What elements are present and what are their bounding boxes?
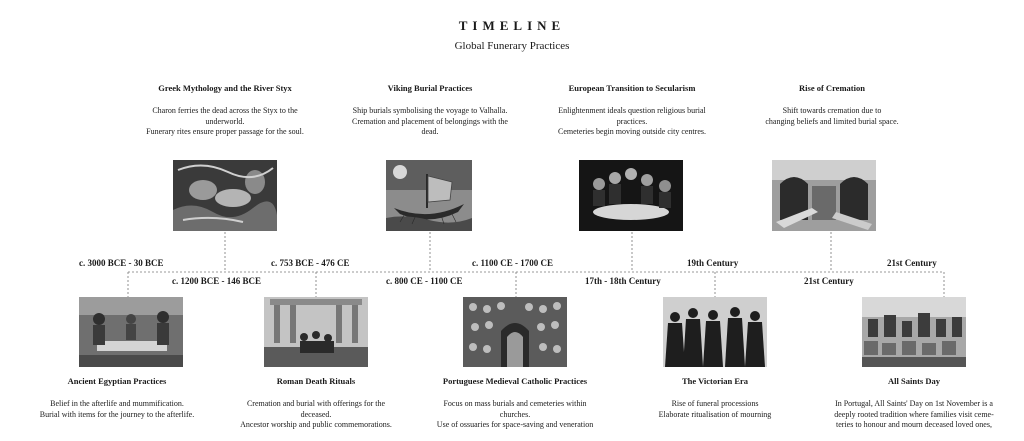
description-line: underworld.: [205, 116, 245, 126]
description-line: Rise of funeral processions: [671, 399, 759, 408]
event-title: Greek Mythology and the River Styx: [158, 83, 292, 93]
description-line: Enlightenment ideals question religious burial: [558, 106, 706, 115]
event-description: [415, 399, 615, 431]
description-line: Elaborate ritualisation of mourning: [658, 409, 772, 419]
event-description: [17, 399, 217, 420]
event-ancient-egyptian: [17, 376, 217, 420]
event-title: The Victorian Era: [681, 376, 749, 386]
crematorium-image: [772, 160, 876, 231]
description-line: Charon ferries the dead across the Styx to the: [152, 106, 298, 115]
description-line: Burial with items for the journey to the afterlife.: [39, 409, 195, 419]
page-subtitle: Global Funerary Practices: [454, 40, 570, 52]
event-description: [522, 106, 742, 138]
event-description: [320, 106, 540, 138]
styx-engraving-image: [173, 160, 277, 231]
description-line: Ancestor worship and public commemorations.: [240, 420, 392, 429]
event-description: [615, 399, 815, 420]
event-all-saints-day: [814, 376, 1014, 431]
date-label: 21st Century: [887, 258, 937, 268]
event-title: Rise of Cremation: [799, 83, 865, 93]
event-portuguese-medieval: [415, 376, 615, 431]
description-line: practices.: [616, 116, 648, 126]
date-label: c. 1100 CE - 1700 CE: [472, 258, 553, 268]
date-label: 19th Century: [687, 258, 739, 268]
description-line: dead.: [421, 127, 439, 136]
description-line: Belief in the afterlife and mummification.: [50, 399, 184, 408]
description-line: Cremation and placement of belongings with the: [352, 116, 508, 126]
event-title: Portuguese Medieval Catholic Practices: [442, 376, 588, 386]
event-greek-mythology: [115, 83, 335, 138]
date-label: c. 800 CE - 1100 CE: [386, 276, 463, 286]
date-label: 21st Century: [804, 276, 854, 286]
date-label: c. 753 BCE - 476 CE: [271, 258, 350, 268]
description-line: Use of ossuaries for space-saving and veneration: [436, 420, 594, 429]
event-description: [216, 399, 416, 431]
description-line: teries to honour and mourn deceased loved ones,: [836, 420, 992, 429]
event-rise-of-cremation: [722, 83, 942, 127]
anatomy-lesson-image: [579, 160, 683, 231]
ossuary-image: [463, 297, 567, 367]
event-description: [814, 399, 1014, 431]
date-label: c. 1200 BCE - 146 BCE: [172, 276, 262, 286]
viking-ship-image: [386, 160, 472, 231]
event-roman-death-rituals: [216, 376, 416, 431]
description-line: deceased.: [300, 409, 332, 419]
event-victorian-era: [615, 376, 815, 420]
event-title: European Transition to Secularism: [568, 83, 696, 93]
event-title: Ancient Egyptian Practices: [67, 376, 167, 386]
description-line: Shift towards cremation due to: [782, 106, 882, 115]
description-line: deeply rooted tradition where families visit ceme-: [834, 409, 994, 419]
description-line: changing beliefs and limited burial space.: [765, 116, 899, 126]
description-line: Ship burials symbolising the voyage to Valhalla.: [352, 106, 508, 115]
page-title: TIMELINE: [458, 18, 566, 33]
description-line: Funerary rites ensure proper passage for the soul.: [146, 127, 304, 136]
description-line: churches.: [499, 409, 531, 419]
date-label: c. 3000 BCE - 30 BCE: [79, 258, 164, 268]
egyptian-embalming-image: [79, 297, 183, 367]
date-label: 17th - 18th Century: [585, 276, 661, 286]
victorian-mourners-image: [663, 297, 767, 367]
description-line: Cemeteries begin moving outside city centres.: [558, 127, 706, 136]
event-viking-burial: [320, 83, 540, 138]
roman-funeral-image: [264, 297, 368, 367]
event-description: [722, 106, 942, 127]
description-line: Cremation and burial with offerings for the: [246, 399, 386, 408]
description-line: In Portugal, All Saints' Day on 1st November is a: [835, 399, 993, 408]
event-title: Roman Death Rituals: [276, 376, 356, 386]
event-description: [115, 106, 335, 138]
event-european-secularism: [522, 83, 742, 138]
cemetery-image: [862, 297, 966, 367]
event-title: All Saints Day: [888, 376, 940, 386]
event-title: Viking Burial Practices: [387, 83, 473, 93]
description-line: Focus on mass burials and cemeteries within: [443, 399, 587, 408]
